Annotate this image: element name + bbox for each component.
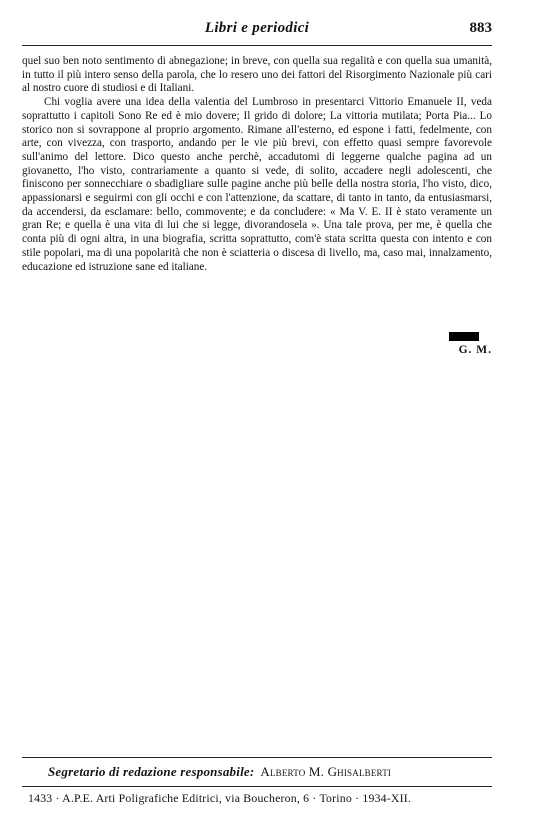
page-number: 883 (469, 20, 492, 36)
printer-imprint: 1433 · A.P.E. Arti Poligrafiche Editrici, via Boucheron, 6 · Torino · 1934-XII. (28, 791, 412, 805)
running-head (22, 20, 492, 40)
editor-role: Segretario di redazione responsabile: (48, 764, 255, 779)
redaction-mark (449, 332, 479, 341)
editor-name: Alberto M. Ghisalberti (260, 764, 392, 779)
footer-rule-top (22, 757, 492, 758)
header-rule (22, 45, 492, 46)
running-title: Libri e periodici (204, 20, 310, 36)
body-paragraph-1: quel suo ben noto sentimento di abnegazione; in breve, con quella sua regalità e con quella sua umanità, in tutto il più intero senso della parola, che lo resero uno dei fattori del Risorgimento Nazionale più cari al nostro cuore di studiosi e di Italiani. (22, 55, 492, 95)
author-signature: G. M. (458, 344, 492, 356)
footer-rule-bottom (22, 786, 492, 787)
article-body (22, 55, 492, 274)
body-paragraph-2: Chi voglia avere una idea della valentia del Lumbroso in presentarci Vittorio Emanuele II, veda soprattutto i capitoli Sono Re ed è mio dovere; Il grido di dolore; La vittoria mutilata; Porta Pia... Lo storico non si sovrappone al proprio argomento. Rimane all'esterno, ed espone i fatti, fedelmente, con arte, con vivezza, con trasporto, andando per le vie più brevi, con effetto quasi sempre favorevole sull'animo del lettore. Dico questo anche perchè, accadutomi di leggerne qualche pagina ad un giovanetto, l'ho visto, contrariamente a quanto si vede, di solito, accadere negli adolescenti, che finiscono per sonnecchiare o sbadigliare sulle pagine anche più belle della nostra storia, l'ho visto, dico, appassionarsi e seguirmi con gli occhi e con l'attenzione, da scattare, di tanto in tanto, da entusiasmarsi, da accendersi, da esclamare: bello, commovente; e da concludere: « Ma V. E. II è stato veramente un gran Re; e quella è una vita di lui che si legge, divorandosela ». Una tale prova, per me, è quella che conta più di ogni altra, in una biografia, scritta soprattutto, com'è stata scritta questa con intento e con stile popolari, ma di una popolarità che non è sciatteria o discesa di livello, ma, caso mai, innalzamento, educazione ed istruzione sane ed italiane. (22, 96, 492, 273)
editor-line (48, 764, 492, 780)
